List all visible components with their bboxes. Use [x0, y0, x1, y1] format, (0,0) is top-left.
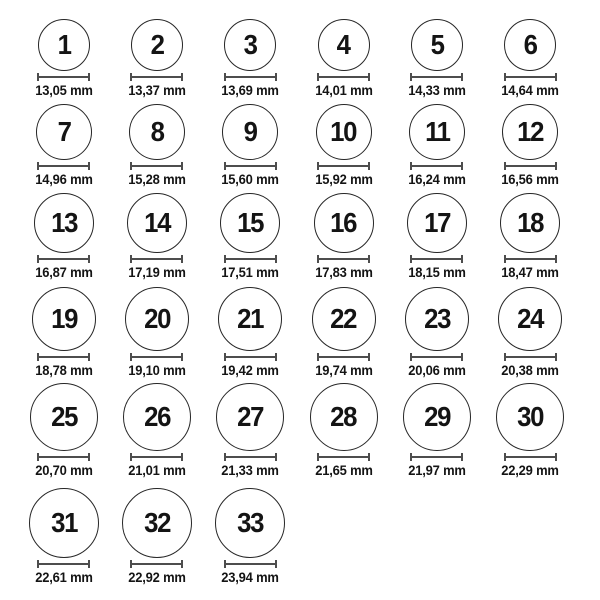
diameter-ruler [37, 73, 90, 81]
ring-circle [125, 287, 189, 351]
diameter-label: 21,01 mm [128, 463, 186, 478]
size-cell [297, 193, 390, 281]
ring-circle [498, 287, 562, 351]
diameter-label: 18,15 mm [408, 265, 466, 280]
size-cell [17, 19, 110, 99]
ring-size-number: 28 [330, 401, 357, 432]
ruler-line [224, 76, 277, 78]
ring-circle [123, 383, 191, 451]
size-cell [110, 193, 203, 281]
ring-size-number: 12 [517, 116, 544, 147]
size-cell [390, 104, 483, 188]
ruler-tick [275, 73, 277, 81]
size-cell [483, 193, 576, 281]
ring-size-number: 16 [330, 207, 357, 238]
size-cell [17, 287, 110, 379]
size-row [17, 287, 583, 379]
ruler-tick [275, 453, 277, 461]
ruler-line [37, 563, 90, 565]
ruler-tick [88, 353, 90, 361]
ring-circle [36, 104, 92, 160]
ring-circle [220, 193, 280, 253]
ring-circle [29, 488, 99, 558]
ruler-tick [181, 73, 183, 81]
ring-size-number: 22 [330, 303, 357, 334]
ruler-tick [461, 162, 463, 170]
size-cell [483, 104, 576, 188]
diameter-ruler [130, 73, 183, 81]
diameter-label: 19,10 mm [128, 363, 186, 378]
ring-size-number: 11 [424, 116, 450, 147]
ring-circle [310, 383, 378, 451]
ring-circle [32, 287, 96, 351]
diameter-ruler [317, 162, 370, 170]
ruler-line [37, 258, 90, 260]
ruler-line [224, 165, 277, 167]
diameter-ruler [410, 353, 463, 361]
ruler-line [130, 356, 183, 358]
diameter-ruler [504, 255, 557, 263]
ruler-line [410, 76, 463, 78]
ring-size-number: 6 [523, 29, 537, 60]
ring-size-number: 14 [143, 207, 170, 238]
diameter-ruler [130, 560, 183, 568]
diameter-ruler [504, 453, 557, 461]
diameter-label: 21,33 mm [221, 463, 280, 478]
ruler-line [317, 76, 370, 78]
diameter-label: 20,06 mm [408, 363, 466, 378]
ruler-tick [181, 353, 183, 361]
size-cell [17, 104, 110, 188]
size-cell [390, 287, 483, 379]
diameter-ruler [224, 73, 277, 81]
diameter-ruler [504, 73, 557, 81]
ruler-tick [181, 162, 183, 170]
ring-circle [34, 193, 94, 253]
ruler-line [224, 258, 277, 260]
ruler-line [410, 356, 463, 358]
ruler-tick [275, 560, 277, 568]
diameter-ruler [224, 255, 277, 263]
ruler-line [410, 258, 463, 260]
diameter-label: 18,78 mm [34, 363, 93, 378]
diameter-ruler [37, 162, 90, 170]
size-cell [204, 193, 297, 281]
ring-size-number: 19 [50, 303, 77, 334]
ruler-line [130, 563, 183, 565]
size-cell [110, 488, 203, 586]
diameter-label: 15,60 mm [221, 172, 280, 187]
diameter-label: 14,96 mm [34, 172, 93, 187]
size-cell [204, 383, 297, 479]
ring-size-number: 18 [517, 207, 544, 238]
ring-size-number: 5 [430, 29, 444, 60]
ruler-tick [368, 255, 370, 263]
ring-size-number: 4 [337, 29, 350, 60]
ruler-tick [555, 353, 557, 361]
ring-circle [405, 287, 469, 351]
diameter-label: 21,65 mm [314, 463, 373, 478]
ring-size-number: 26 [143, 401, 170, 432]
ruler-tick [461, 353, 463, 361]
ring-size-number: 27 [237, 401, 264, 432]
ring-size-number: 10 [330, 116, 357, 147]
diameter-ruler [317, 353, 370, 361]
ruler-tick [88, 453, 90, 461]
diameter-ruler [410, 255, 463, 263]
ruler-tick [275, 255, 277, 263]
ruler-tick [88, 255, 90, 263]
size-cell [297, 19, 390, 99]
ring-circle [127, 193, 187, 253]
diameter-label: 20,38 mm [501, 363, 559, 378]
diameter-ruler [224, 453, 277, 461]
ring-circle [312, 287, 376, 351]
size-cell [204, 19, 297, 99]
ruler-tick [461, 255, 463, 263]
diameter-label: 13,37 mm [128, 83, 186, 98]
ring-size-number: 20 [143, 303, 170, 334]
size-cell [204, 287, 297, 379]
diameter-ruler [504, 162, 557, 170]
size-cell [390, 193, 483, 281]
diameter-ruler [130, 162, 183, 170]
ruler-line [130, 165, 183, 167]
ruler-line [317, 258, 370, 260]
size-cell [110, 19, 203, 99]
diameter-ruler [410, 73, 463, 81]
size-cell [483, 383, 576, 479]
diameter-ruler [224, 162, 277, 170]
size-cell [17, 488, 110, 586]
diameter-label: 23,94 mm [221, 570, 280, 585]
diameter-label: 16,24 mm [408, 172, 466, 187]
size-row [17, 104, 583, 188]
ruler-tick [368, 73, 370, 81]
diameter-ruler [130, 353, 183, 361]
ring-circle [502, 104, 558, 160]
ring-circle [500, 193, 560, 253]
ruler-line [37, 76, 90, 78]
diameter-ruler [317, 453, 370, 461]
ruler-tick [275, 353, 277, 361]
diameter-ruler [130, 255, 183, 263]
diameter-label: 13,69 mm [221, 83, 280, 98]
ring-size-number: 17 [423, 207, 450, 238]
ruler-tick [555, 255, 557, 263]
ring-size-number: 31 [50, 507, 77, 538]
ring-size-number: 21 [237, 303, 264, 334]
ring-circle [218, 287, 282, 351]
size-cell [17, 383, 110, 479]
ruler-line [224, 563, 277, 565]
ruler-line [317, 165, 370, 167]
ring-size-number: 2 [150, 29, 164, 60]
ruler-line [317, 356, 370, 358]
ring-circle [403, 383, 471, 451]
ruler-line [410, 456, 463, 458]
ring-circle [224, 19, 276, 71]
ring-circle [316, 104, 372, 160]
ruler-tick [555, 453, 557, 461]
size-cell [297, 287, 390, 379]
size-cell [483, 19, 576, 99]
ring-size-number: 25 [50, 401, 77, 432]
size-cell [390, 19, 483, 99]
diameter-label: 20,70 mm [34, 463, 93, 478]
diameter-label: 22,61 mm [34, 570, 93, 585]
ruler-line [130, 456, 183, 458]
size-cell [110, 383, 203, 479]
ring-circle [38, 19, 90, 71]
ring-size-number: 3 [243, 29, 257, 60]
diameter-ruler [504, 353, 557, 361]
ring-circle [222, 104, 278, 160]
diameter-label: 19,74 mm [314, 363, 373, 378]
diameter-label: 17,83 mm [314, 265, 373, 280]
ruler-line [224, 356, 277, 358]
ring-circle [215, 488, 285, 558]
size-row [17, 488, 583, 586]
size-cell [110, 104, 203, 188]
ruler-line [130, 258, 183, 260]
ring-size-number: 24 [517, 303, 544, 334]
ring-circle [496, 383, 564, 451]
diameter-label: 18,47 mm [501, 265, 559, 280]
ring-size-number: 29 [423, 401, 450, 432]
ruler-tick [368, 453, 370, 461]
ring-circle [318, 19, 370, 71]
ruler-tick [368, 162, 370, 170]
size-cell [204, 488, 297, 586]
ring-size-number: 32 [143, 507, 170, 538]
ring-size-number: 33 [237, 507, 264, 538]
diameter-label: 15,92 mm [314, 172, 373, 187]
size-row [17, 383, 583, 479]
diameter-ruler [37, 255, 90, 263]
ring-circle [122, 488, 192, 558]
ruler-line [317, 456, 370, 458]
diameter-ruler [410, 453, 463, 461]
ruler-tick [555, 162, 557, 170]
diameter-ruler [317, 255, 370, 263]
diameter-label: 14,01 mm [314, 83, 373, 98]
ring-size-number: 15 [237, 207, 264, 238]
ruler-line [504, 456, 557, 458]
ring-size-number: 9 [243, 116, 257, 147]
ruler-tick [275, 162, 277, 170]
diameter-label: 14,64 mm [501, 83, 559, 98]
diameter-ruler [37, 353, 90, 361]
ruler-tick [88, 73, 90, 81]
diameter-ruler [224, 560, 277, 568]
diameter-ruler [317, 73, 370, 81]
size-cell [390, 383, 483, 479]
ring-circle [131, 19, 183, 71]
ruler-tick [461, 73, 463, 81]
ring-size-number: 30 [517, 401, 544, 432]
ruler-line [224, 456, 277, 458]
ruler-tick [181, 255, 183, 263]
ring-size-number: 23 [423, 303, 450, 334]
diameter-label: 21,97 mm [408, 463, 466, 478]
diameter-label: 14,33 mm [408, 83, 466, 98]
diameter-label: 13,05 mm [34, 83, 93, 98]
ring-size-number: 1 [57, 29, 71, 60]
ruler-line [37, 456, 90, 458]
diameter-ruler [224, 353, 277, 361]
ring-circle [216, 383, 284, 451]
ruler-line [130, 76, 183, 78]
diameter-ruler [410, 162, 463, 170]
diameter-label: 22,29 mm [501, 463, 559, 478]
ring-circle [411, 19, 463, 71]
ruler-line [504, 356, 557, 358]
diameter-label: 17,51 mm [221, 265, 280, 280]
diameter-label: 22,92 mm [128, 570, 186, 585]
ruler-line [504, 258, 557, 260]
size-cell [297, 104, 390, 188]
diameter-ruler [37, 560, 90, 568]
size-row [17, 19, 583, 99]
ruler-tick [461, 453, 463, 461]
diameter-label: 17,19 mm [128, 265, 186, 280]
ring-size-number: 7 [57, 116, 71, 147]
ruler-tick [368, 353, 370, 361]
ruler-tick [88, 560, 90, 568]
ring-circle [409, 104, 465, 160]
ring-circle [504, 19, 556, 71]
ring-circle [30, 383, 98, 451]
ring-circle [129, 104, 185, 160]
ruler-line [37, 165, 90, 167]
ruler-tick [181, 453, 183, 461]
ruler-line [504, 76, 557, 78]
diameter-label: 19,42 mm [221, 363, 280, 378]
ruler-line [410, 165, 463, 167]
diameter-ruler [37, 453, 90, 461]
ruler-tick [181, 560, 183, 568]
ring-circle [407, 193, 467, 253]
ring-circle [314, 193, 374, 253]
ruler-tick [555, 73, 557, 81]
diameter-label: 16,87 mm [34, 265, 93, 280]
size-row [17, 193, 583, 281]
diameter-ruler [130, 453, 183, 461]
diameter-label: 16,56 mm [501, 172, 559, 187]
diameter-label: 15,28 mm [128, 172, 186, 187]
size-cell [17, 193, 110, 281]
ruler-line [37, 356, 90, 358]
ruler-line [504, 165, 557, 167]
size-cell [483, 287, 576, 379]
ring-size-number: 13 [50, 207, 77, 238]
size-cell [297, 383, 390, 479]
size-cell [110, 287, 203, 379]
ring-size-number: 8 [150, 116, 164, 147]
size-cell [204, 104, 297, 188]
ruler-tick [88, 162, 90, 170]
